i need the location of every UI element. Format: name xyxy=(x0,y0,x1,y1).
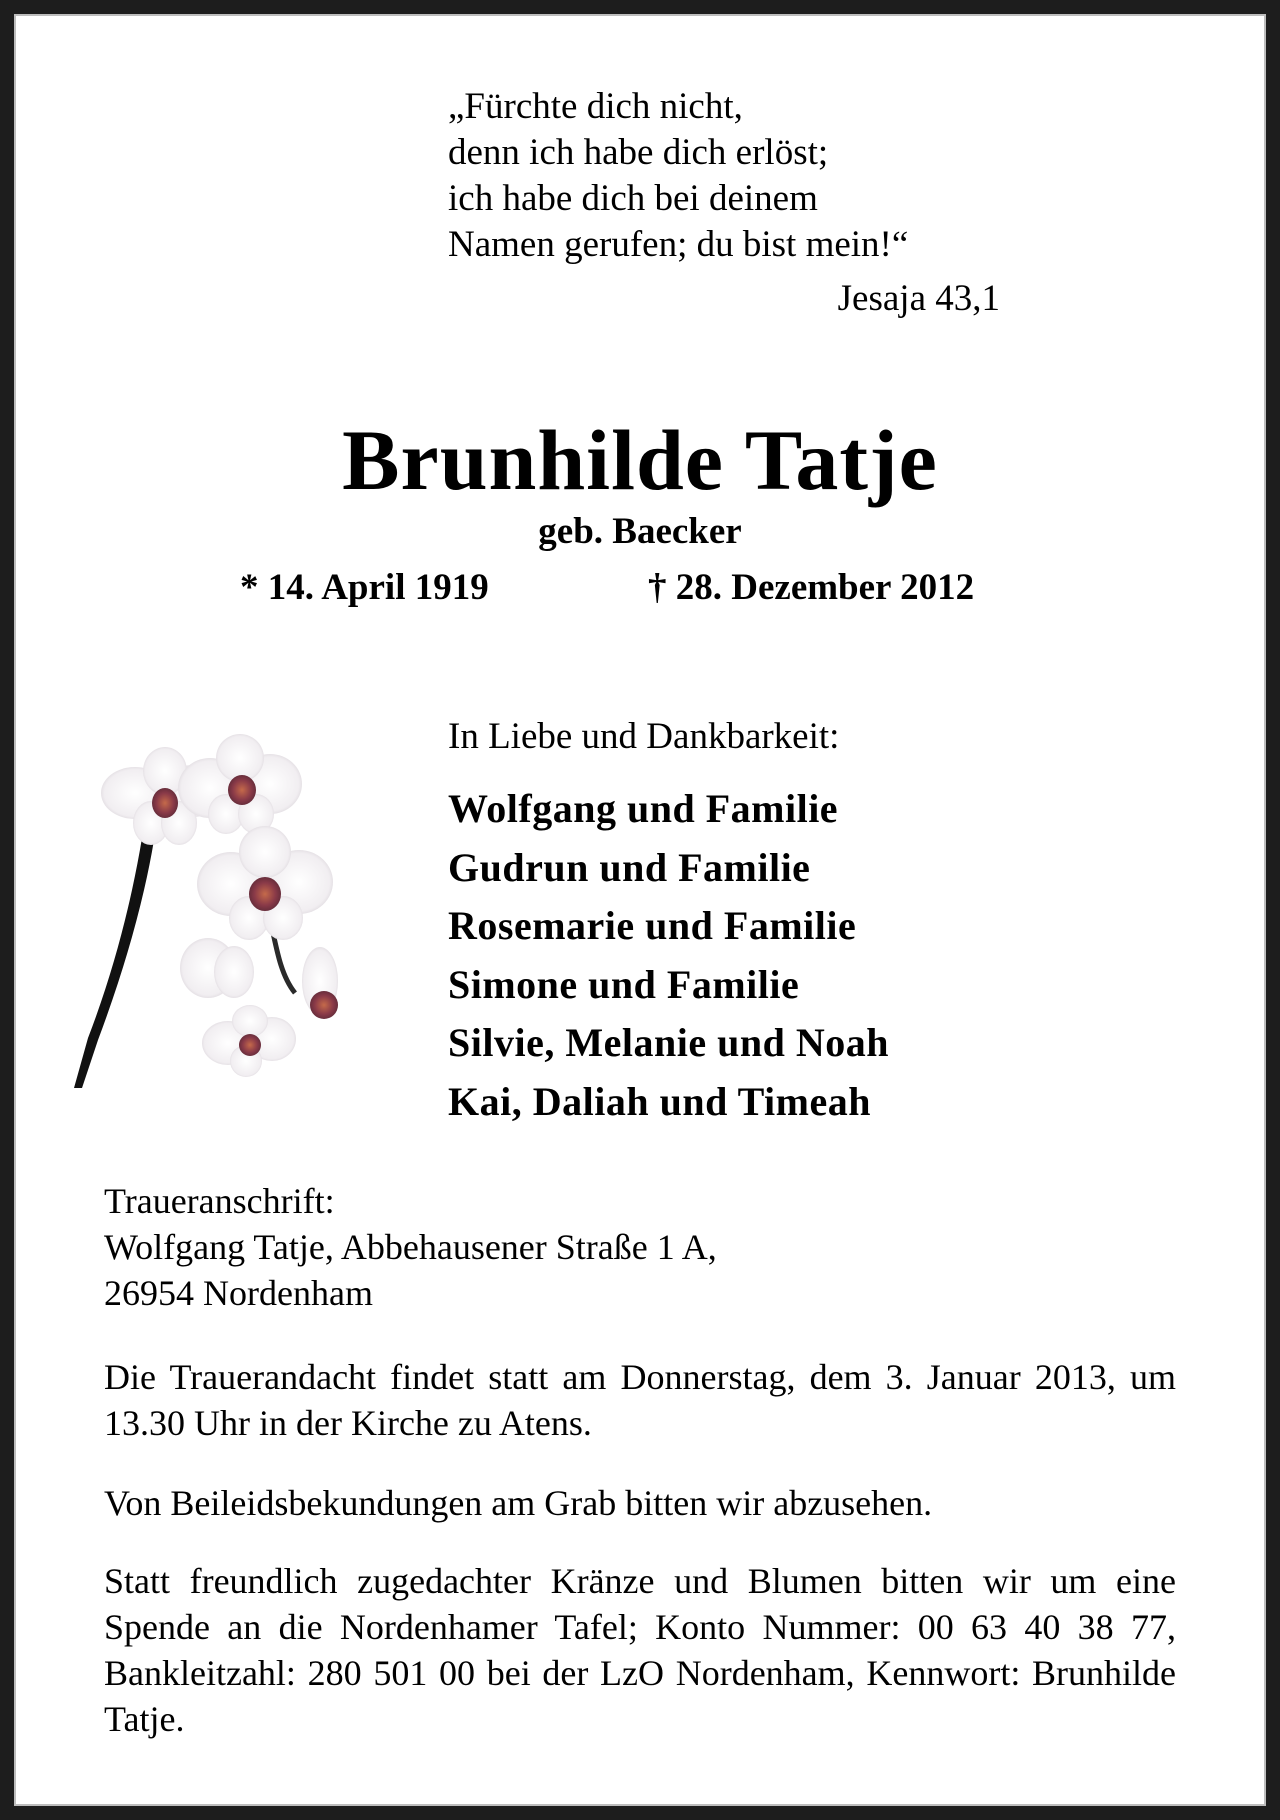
verse-reference: Jesaja 43,1 xyxy=(837,278,1000,319)
verse-line: ich habe dich bei deinem xyxy=(448,178,818,219)
verse-line: Namen gerufen; du bist mein!“ xyxy=(448,224,909,265)
mourner-entry: Simone und Familie xyxy=(448,961,800,1007)
mourners-list xyxy=(448,780,889,1131)
birth-date: * 14. April 1919 xyxy=(240,567,489,608)
orchid-image xyxy=(70,728,360,1090)
orchid-flower xyxy=(180,938,254,998)
maiden-name: geb. Baecker xyxy=(538,511,742,552)
mourner-entry: Gudrun und Familie xyxy=(448,844,811,890)
death-date: † 28. Dezember 2012 xyxy=(648,567,975,608)
mourners-intro: In Liebe und Dankbarkeit: xyxy=(448,716,840,757)
mourner-entry: Rosemarie und Familie xyxy=(448,903,857,948)
address-label: Traueranschrift: xyxy=(104,1181,335,1221)
deceased-name: Brunhilde Tatje xyxy=(342,412,938,508)
donation-notice: Statt freundlich zugedachter Kränze und Blumen bitten wir um eine Spende an die Nordenhamer Tafel; Konto Nummer: 00 63 40 38 77, Bankleitzahl: 280 501 00 bei der LzO Nordenham, Kennwort: Brunhilde Tatje. xyxy=(104,1561,1176,1739)
orchid-flower xyxy=(202,1005,296,1077)
service-notice: Die Trauerandacht findet statt am Donnerstag, dem 3. Januar 2013, um 13.30 Uhr in der Kirche zu Atens. xyxy=(104,1357,1176,1443)
orchid-flower xyxy=(197,826,333,940)
address-line: 26954 Nordenham xyxy=(104,1273,373,1313)
orchid-stem xyxy=(74,838,154,1088)
condolence-notice: Von Beileidsbekundungen am Grab bitten wir abzusehen. xyxy=(104,1483,933,1523)
mourner-entry: Silvie, Melanie und Noah xyxy=(448,1020,889,1065)
verse-line: denn ich habe dich erlöst; xyxy=(448,132,829,173)
mourner-entry: Wolfgang und Familie xyxy=(448,786,839,831)
mourner-entry: Kai, Daliah und Timeah xyxy=(448,1078,871,1124)
bible-verse xyxy=(448,84,1008,268)
verse-line: „Fürchte dich nicht, xyxy=(448,86,743,127)
orchid-flower xyxy=(302,947,338,1019)
address-line: Wolfgang Tatje, Abbehausener Straße 1 A, xyxy=(104,1227,717,1267)
mourning-address xyxy=(104,1178,717,1316)
